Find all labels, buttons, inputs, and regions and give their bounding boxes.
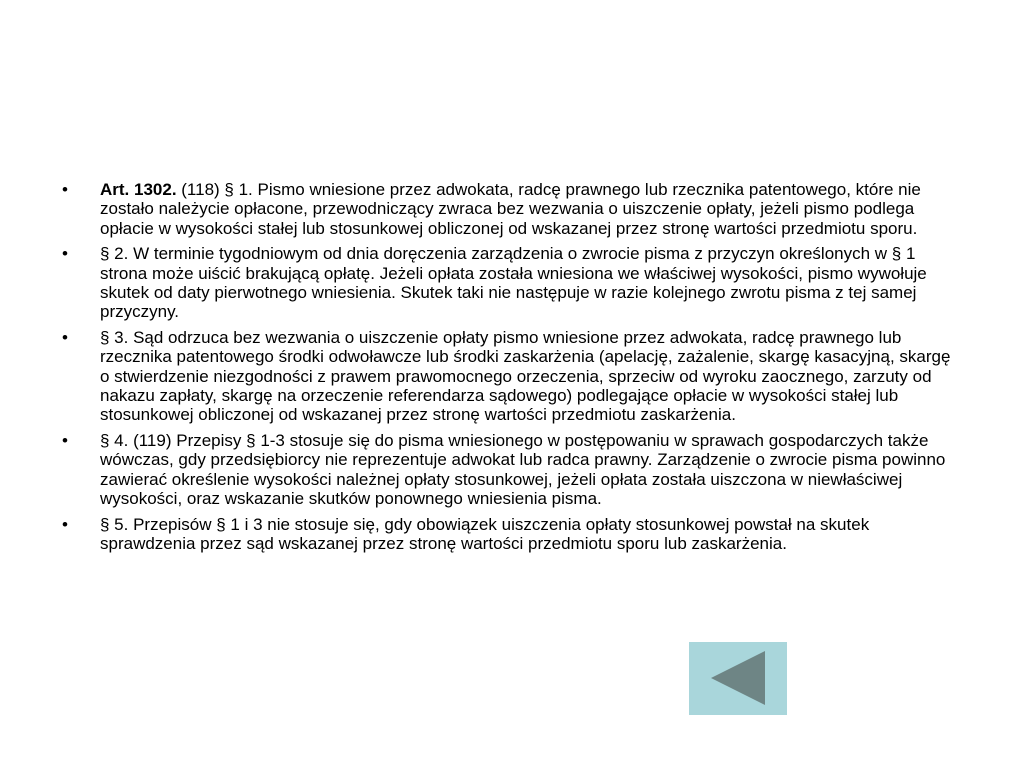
bullet-icon: • (62, 244, 68, 264)
back-button[interactable] (689, 642, 787, 715)
triangle-left-icon (689, 642, 787, 715)
paragraph-text: (118) § 1. Pismo wniesione przez adwokata, radcę prawnego lub rzecznika patentowego, które nie zostało należycie opłacone, przewodniczący zwraca bez wezwania o uiszczenie opłaty, jeżeli pismo podlega opłacie w wysokości stałej lub stosunkowej obliczonej od wskazanej przez stronę wartości przedmiotu sporu. (100, 180, 921, 238)
bullet-icon: • (62, 514, 68, 534)
bullet-icon: • (62, 327, 68, 347)
article-number: Art. 1302. (100, 180, 177, 199)
bullet-list (0, 180, 1024, 553)
list-item (0, 244, 1024, 322)
paragraph-text: § 5. Przepisów § 1 i 3 nie stosuje się, gdy obowiązek uiszczenia opłaty stosunkowej powstał na skutek sprawdzenia przez sąd wskazanej przez stronę wartości przedmiotu sporu lub zaskarżenia. (100, 514, 870, 553)
list-item (0, 328, 1024, 425)
bullet-icon: • (62, 180, 68, 199)
list-item (0, 180, 1024, 238)
bullet-icon: • (62, 430, 68, 450)
slide-content (0, 180, 1024, 559)
paragraph-text: § 2. W terminie tygodniowym od dnia doręczenia zarządzenia o zwrocie pisma z przyczyn określonych w § 1 strona może uiścić brakującą opłatę. Jeżeli opłata została wniesiona we właściwej wysokości, pismo wywołuje skutek od daty pierwotnego wniesienia. Skutek taki nie następuje w razie kolejnego zwrotu pisma z tej samej przyczyny. (100, 244, 927, 322)
list-item (0, 515, 1024, 554)
paragraph-text: § 4. (119) Przepisy § 1-3 stosuje się do pisma wniesionego w postępowaniu w sprawach gospodarczych także wówczas, gdy przedsiębiorcy nie reprezentuje adwokat lub radca prawny. Zarządzenie o zwrocie pisma powinno zawierać określenie wysokości należnej opłaty stosunkowej, jeżeli opłata została uiszczona w niewłaściwej wysokości, oraz wskazanie skutków ponownego wniesienia pisma. (100, 430, 946, 509)
list-item (0, 431, 1024, 509)
paragraph-text: § 3. Sąd odrzuca bez wezwania o uiszczenie opłaty pismo wniesione przez adwokata, radcę prawnego lub rzecznika patentowego środki odwoławcze lub środki zaskarżenia (apelację, zażalenie, skargę kasacyjną, skargę o stwierdzenie niezgodności z prawem prawomocnego orzeczenia, sprzeciw od wyroku zaocznego, zarzuty od nakazu zapłaty, skargę na orzeczenie referendarza sądowego) podlegające opłacie w wysokości stałej lub stosunkowej obliczonej od wskazanej przez stronę wartości przedmiotu zaskarżenia. (100, 327, 951, 425)
